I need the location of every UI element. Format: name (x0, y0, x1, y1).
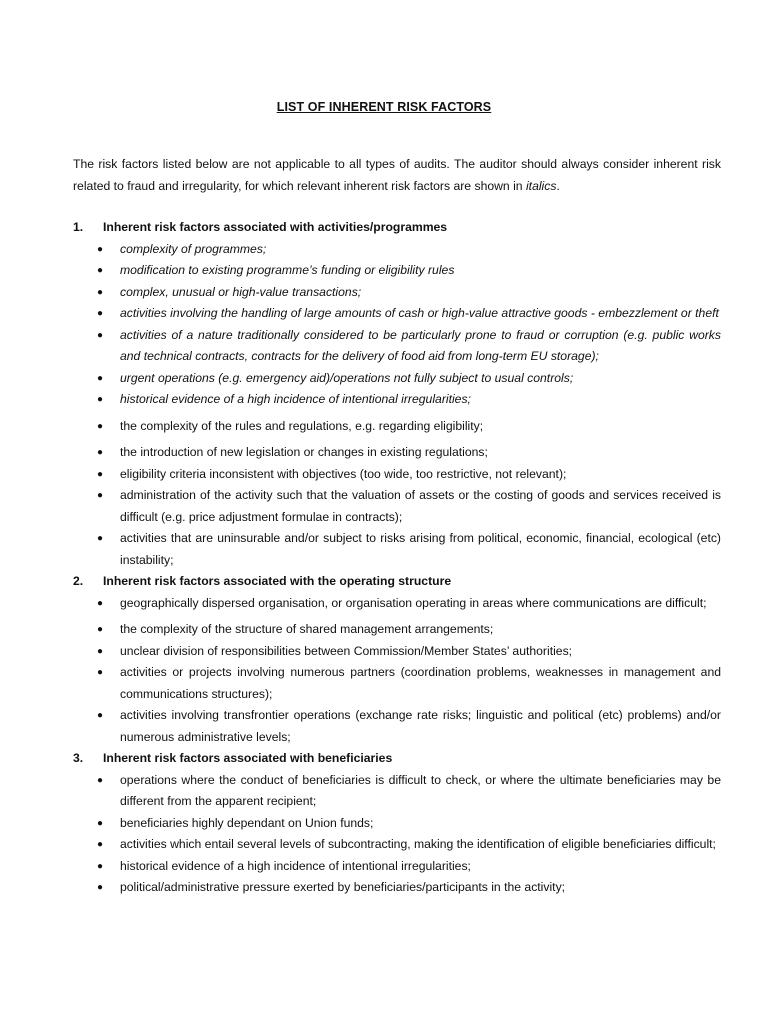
list-item (73, 834, 721, 856)
list-item (73, 619, 721, 641)
bullet-icon: ● (97, 394, 104, 405)
list-item-text: activities involving transfrontier operations (exchange rate risks; linguistic and political (etc) problems) and/or numerous administrative levels; (120, 708, 721, 744)
list-item-text: urgent operations (e.g. emergency aid)/operations not fully subject to usual controls; (120, 370, 574, 385)
bullet-icon: ● (97, 533, 104, 544)
bullet-icon: ● (97, 243, 104, 255)
bullet-icon: ● (97, 447, 104, 458)
intro-end: . (556, 178, 560, 193)
list-item (73, 442, 721, 464)
list-item-text: historical evidence of a high incidence of intentional irregularities; (120, 392, 471, 406)
list-item-text: the complexity of the structure of shared management arrangements; (120, 622, 494, 636)
list-item-text: beneficiaries highly dependant on Union funds; (120, 815, 374, 830)
section-number: 2. (73, 574, 84, 588)
list-item (73, 368, 721, 390)
section-heading-text: Inherent risk factors associated with beneficiaries (103, 751, 393, 765)
section-1 (73, 217, 721, 571)
risk-factor-list (73, 770, 721, 899)
list-item-text: complexity of programmes; (120, 241, 267, 256)
list-item (73, 770, 721, 813)
list-item-text: activities involving the handling of large amounts of cash or high-value attractive goods - embezzlement or theft (120, 306, 719, 320)
bullet-icon: ● (97, 597, 104, 609)
list-item-text: activities which entail several levels of subcontracting, making the identification of eligible beneficiaries difficult; (120, 837, 716, 851)
section-heading-text: Inherent risk factors associated with activities/programmes (103, 220, 448, 234)
bullet-icon: ● (97, 817, 104, 829)
list-item-text: eligibility criteria inconsistent with objectives (too wide, too restrictive, not relevant); (120, 466, 567, 481)
list-item (73, 239, 721, 261)
list-item-text: the complexity of the rules and regulations, e.g. regarding eligibility; (120, 418, 484, 433)
list-item-text: activities that are uninsurable and/or subject to risks arising from political, economic, financial, ecological (etc) instability; (120, 531, 721, 567)
section-number: 3. (73, 751, 84, 765)
list-item (73, 303, 721, 325)
list-item-text: historical evidence of a high incidence of intentional irregularities; (120, 858, 471, 873)
document-title: LIST OF INHERENT RISK FACTORS (276, 100, 492, 114)
bullet-icon: ● (97, 329, 104, 341)
bullet-icon: ● (97, 667, 104, 678)
list-item-text: geographically dispersed organisation, or organisation operating in areas where communications are difficult; (120, 595, 707, 610)
risk-factor-sections (73, 217, 721, 899)
list-item-text: unclear division of responsibilities between Commission/Member States’ authorities; (120, 643, 573, 658)
list-item-text: the introduction of new legislation or changes in existing regulations; (120, 445, 488, 459)
list-item (73, 416, 721, 438)
bullet-icon: ● (97, 839, 104, 850)
list-item (73, 389, 721, 411)
list-item-text: administration of the activity such that the valuation of assets or the costing of goods and services received is difficult (e.g. price adjustment formulae in contracts); (120, 488, 721, 524)
section-number: 1. (73, 220, 84, 234)
bullet-icon: ● (97, 468, 104, 480)
list-item (73, 705, 721, 748)
list-item-text: activities or projects involving numerous partners (coordination problems, weaknesses in management and communications structures); (120, 665, 721, 701)
list-item (73, 593, 721, 615)
list-item (73, 464, 721, 486)
bullet-icon: ● (97, 860, 104, 872)
list-item (73, 641, 721, 663)
bullet-icon: ● (97, 645, 104, 657)
intro-text: The risk factors listed below are not applicable to all types of audits. The auditor should always consider inherent risk related to fraud and irregularity, for which relevant inherent risk factors are shown in (73, 157, 721, 193)
bullet-icon: ● (97, 624, 104, 635)
risk-factor-list (73, 593, 721, 749)
list-item-text: activities of a nature traditionally considered to be particularly prone to fraud or corruption (e.g. public works and technical contracts, contracts for the delivery of food aid from long-term EU storage); (120, 327, 721, 363)
intro-paragraph (73, 154, 721, 197)
list-item (73, 528, 721, 571)
list-item (73, 877, 721, 899)
list-item-text: operations where the conduct of beneficiaries is difficult to check, or where the ultimate beneficiaries may be different from the apparent recipient; (120, 772, 721, 808)
bullet-icon: ● (97, 774, 104, 786)
section-heading-text: Inherent risk factors associated with the operating structure (103, 574, 452, 588)
bullet-icon: ● (97, 308, 104, 319)
list-item (73, 325, 721, 368)
section-heading (73, 748, 721, 770)
list-item-text: complex, unusual or high-value transactions; (120, 284, 362, 299)
list-item (73, 485, 721, 528)
list-item (73, 282, 721, 304)
section-heading (73, 217, 721, 239)
list-item (73, 856, 721, 878)
intro-italic-word: italics (525, 178, 557, 193)
bullet-icon: ● (97, 882, 104, 893)
section-2 (73, 571, 721, 748)
list-item (73, 662, 721, 705)
list-item (73, 813, 721, 835)
list-item (73, 260, 721, 282)
bullet-icon: ● (97, 265, 104, 276)
section-heading (73, 571, 721, 593)
bullet-icon: ● (97, 490, 104, 501)
list-item-text: political/administrative pressure exerted by beneficiaries/participants in the activity; (120, 880, 566, 894)
bullet-icon: ● (97, 710, 104, 721)
list-item-text: modification to existing programme’s funding or eligibility rules (120, 263, 455, 277)
section-3 (73, 748, 721, 899)
bullet-icon: ● (97, 420, 104, 432)
risk-factor-list (73, 239, 721, 572)
bullet-icon: ● (97, 372, 104, 384)
bullet-icon: ● (97, 286, 104, 298)
